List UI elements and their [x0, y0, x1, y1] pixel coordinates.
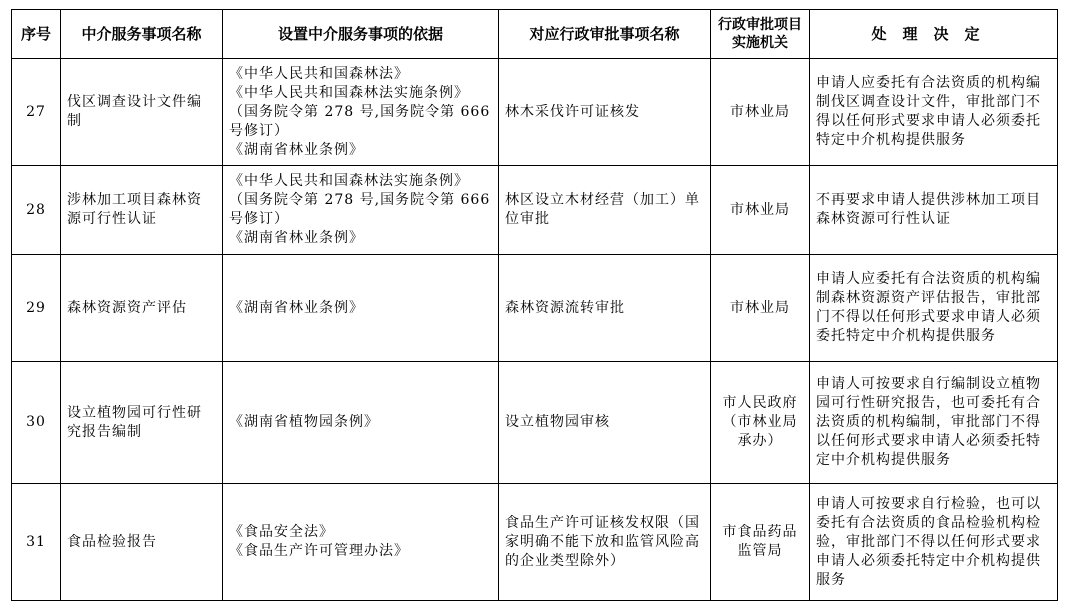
row-org: 市林业局	[711, 59, 810, 166]
header-approval: 对应行政审批事项名称	[499, 10, 711, 59]
row-item-name: 涉林加工项目森林资源可行性认证	[61, 166, 223, 255]
row-seq: 27	[12, 59, 61, 166]
table-row	[12, 255, 1058, 362]
row-org: 市人民政府（市林业局承办）	[711, 362, 810, 484]
basis-line: 《湖南省林业条例》	[229, 299, 364, 316]
basis-line: （国务院令第 278 号,国务院令第 666	[229, 103, 491, 120]
intermediary-services-table	[11, 9, 1058, 601]
row-seq: 30	[12, 362, 61, 484]
row-approval: 食品生产许可证核发权限（国家明确不能下放和监管风险高的企业类型除外）	[499, 484, 711, 601]
basis-line: 《湖南省林业条例》	[229, 230, 364, 246]
header-org: 行政审批项目实施机关	[711, 10, 810, 59]
basis-line: （国务院令第 278 号,国务院令第 666	[229, 192, 491, 208]
row-decision: 申请人应委托有合法资质的机构编制森林资源资产评估报告，审批部门不得以任何形式要求申请人必须委托特定中介机构提供服务	[810, 255, 1058, 362]
row-item-name: 伐区调查设计文件编制	[61, 59, 223, 166]
row-basis	[223, 484, 499, 601]
row-basis	[223, 166, 499, 255]
basis-line: 《中华人民共和国森林法实施条例》	[229, 173, 469, 189]
header-item-name: 中介服务事项名称	[61, 10, 223, 59]
row-org: 市食品药品监管局	[711, 484, 810, 601]
row-item-name: 森林资源资产评估	[61, 255, 223, 362]
basis-line: 《中华人民共和国森林法》	[229, 65, 409, 82]
table-row	[12, 362, 1058, 484]
row-basis	[223, 362, 499, 484]
row-approval: 设立植物园审核	[499, 362, 711, 484]
header-basis: 设置中介服务事项的依据	[223, 10, 499, 59]
row-seq: 28	[12, 166, 61, 255]
basis-line: 《湖南省林业条例》	[229, 141, 364, 158]
row-basis	[223, 59, 499, 166]
row-decision: 申请人可按要求自行检验，也可以委托有合法资质的食品检验机构检验，审批部门不得以任何形式要求申请人必须委托特定中介机构提供服务	[810, 484, 1058, 601]
basis-line: 《中华人民共和国森林法实施条例》	[229, 84, 469, 101]
header-row	[12, 10, 1058, 59]
row-item-name: 设立植物园可行性研究报告编制	[61, 362, 223, 484]
basis-line: 号修订）	[229, 122, 289, 139]
row-decision: 申请人应委托有合法资质的机构编制伐区调查设计文件，审批部门不得以任何形式要求申请人必须委托特定中介机构提供服务	[810, 59, 1058, 166]
basis-line: 《食品生产许可管理办法》	[229, 543, 409, 559]
row-approval: 森林资源流转审批	[499, 255, 711, 362]
header-decision: 处理决定	[810, 10, 1058, 59]
row-org: 市林业局	[711, 255, 810, 362]
table-row	[12, 484, 1058, 601]
basis-line: 《湖南省植物园条例》	[229, 414, 379, 430]
row-approval: 林木采伐许可证核发	[499, 59, 711, 166]
row-approval: 林区设立木材经营（加工）单位审批	[499, 166, 711, 255]
basis-line: 《食品安全法》	[229, 524, 334, 540]
row-basis	[223, 255, 499, 362]
row-org: 市林业局	[711, 166, 810, 255]
table-row	[12, 166, 1058, 255]
row-item-name: 食品检验报告	[61, 484, 223, 601]
row-decision: 不再要求申请人提供涉林加工项目森林资源可行性认证	[810, 166, 1058, 255]
row-seq: 29	[12, 255, 61, 362]
table-row	[12, 59, 1058, 166]
header-seq: 序号	[12, 10, 61, 59]
row-decision: 申请人可按要求自行编制设立植物园可行性研究报告，也可委托有合法资质的机构编制，审批部门不得以任何形式要求申请人必须委托特定中介机构提供服务	[810, 362, 1058, 484]
row-seq: 31	[12, 484, 61, 601]
basis-line: 号修订）	[229, 211, 289, 227]
